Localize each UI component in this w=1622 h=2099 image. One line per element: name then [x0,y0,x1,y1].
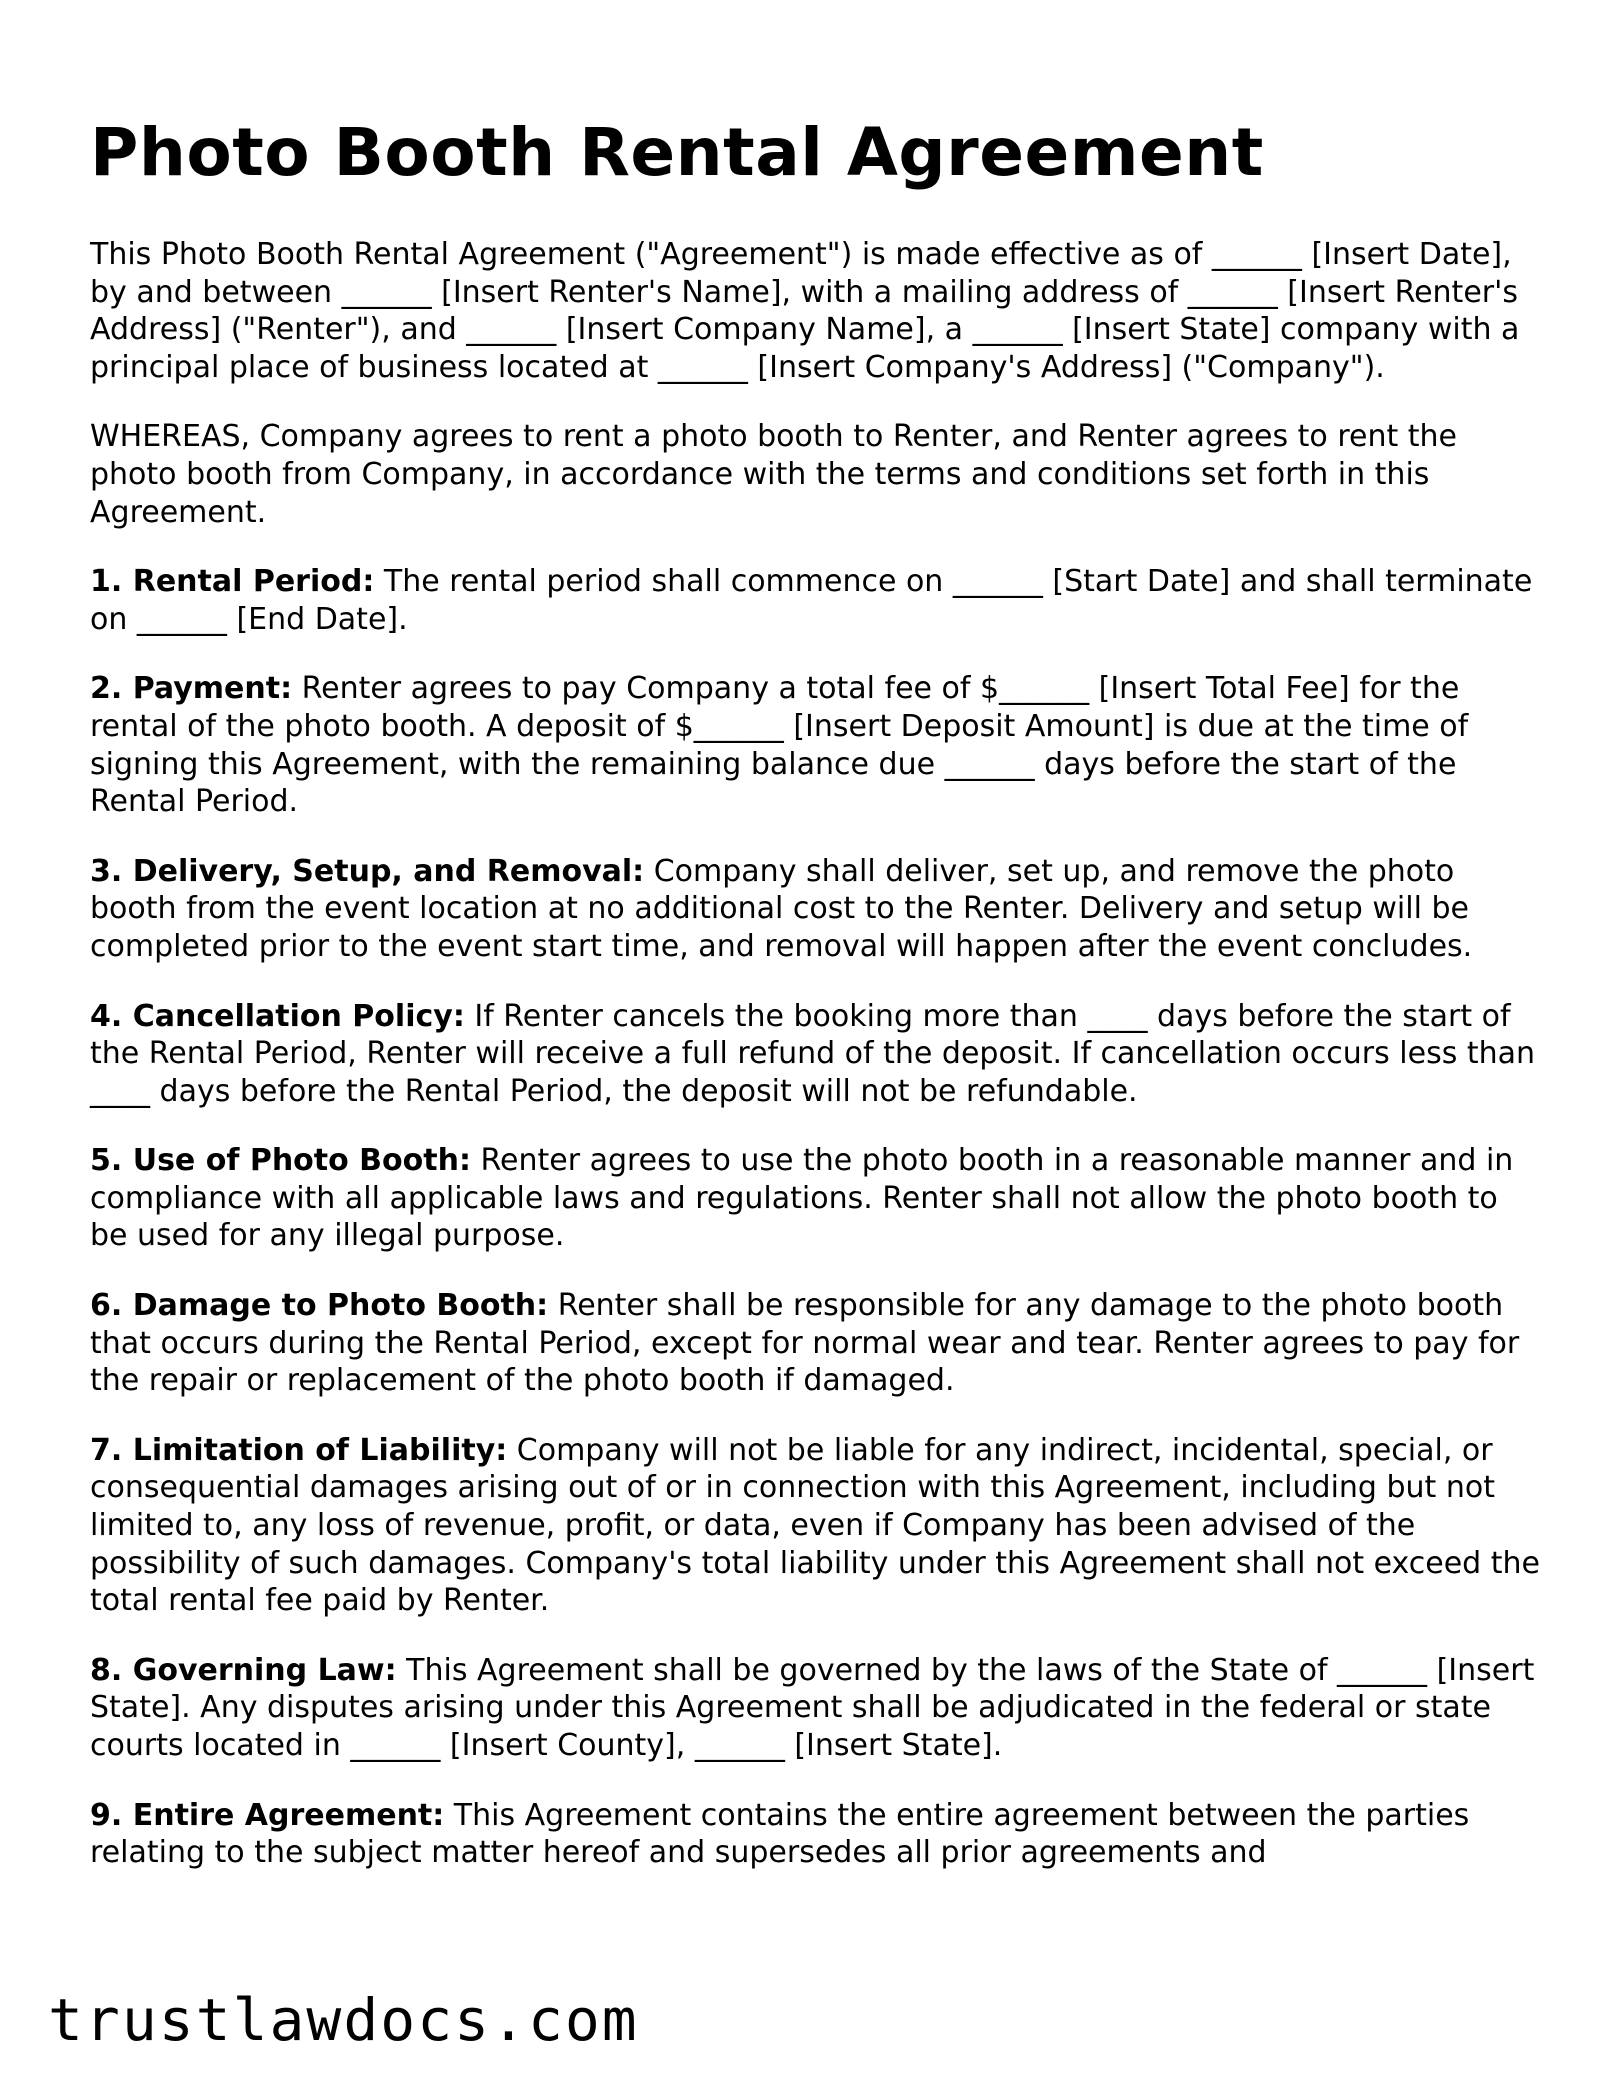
clause-heading: 3. Delivery, Setup, and Removal: [90,853,645,889]
clause-rental-period [90,563,1540,638]
clause-text: This Agreement shall be governed by the laws of the State of ______ [Insert State]. Any disputes arising under this Agreement shall be adjudicated in the federal or state courts located in ______ [Insert County], ______ [Insert State]. [90,1652,1535,1763]
clause-damage-to-photo-booth [90,1287,1540,1400]
clause-heading: 8. Governing Law: [90,1652,397,1688]
clause-payment [90,670,1540,820]
clause-cancellation-policy [90,998,1540,1111]
clause-delivery-setup-removal [90,853,1540,966]
document-title: Photo Booth Rental Agreement [90,114,1264,191]
clause-text: If Renter cancels the booking more than ____ days before the start of the Rental Period, Renter will receive a full refund of the deposit. If cancellation occurs less than ____ days before the Rental Period, the deposit will not be refundable. [90,998,1536,1109]
document-page [90,110,1540,1904]
clause-text: Company shall deliver, set up, and remove the photo booth from the event location at no additional cost to the Renter. Delivery and setup will be completed prior to the event start time, and removal will happen after the event concludes. [90,853,1473,964]
whereas-paragraph: WHEREAS, Company agrees to rent a photo booth to Renter, and Renter agrees to rent the photo booth from Company, in accordance with the terms and conditions set forth in this Agreement. [90,419,1457,530]
clause-text: The rental period shall commence on ______ [Start Date] and shall terminate on ______ [End Date]. [90,564,1533,637]
clause-use-of-photo-booth [90,1142,1540,1255]
clause-heading: 1. Rental Period: [90,564,375,600]
clause-heading: 9. Entire Agreement: [90,1797,445,1833]
clause-text: Company will not be liable for any indirect, incidental, special, or consequential damages arising out of or in connection with this Agreement, including but not limited to, any loss of revenue, profit, or data, even if Company has been advised of the possibility of such damages. Company's total liability under this Agreement shall not exceed the total rental fee paid by Renter. [90,1432,1540,1619]
clause-heading: 6. Damage to Photo Booth: [90,1288,549,1324]
clause-entire-agreement [90,1797,1540,1872]
clause-heading: 2. Payment: [90,671,293,707]
clause-text: Renter agrees to pay Company a total fee of $______ [Insert Total Fee] for the rental of the photo booth. A deposit of $______ [Insert Deposit Amount] is due at the time of signing this Agreement, with the remaining balance due ______ days before the start of the Rental Period. [90,671,1469,820]
clause-heading: 7. Limitation of Liability: [90,1432,508,1468]
intro-paragraph: This Photo Booth Rental Agreement ("Agreement") is made effective as of ______ [Insert Date], by and between ______ [Insert Renter's Name], with a mailing address of ______ [Insert Renter's Address] ("Renter"), and ______ [Insert Company Name], a ______ [Insert State] company with a principal place of business located at ______ [Insert Company's Address] ("Company"). [90,237,1520,385]
clause-text: Renter agrees to use the photo booth in a reasonable manner and in compliance with all applicable laws and regulations. Renter shall not allow the photo booth to be used for any illegal purpose. [90,1143,1514,1254]
clause-heading: 5. Use of Photo Booth: [90,1143,471,1179]
clause-text: Renter shall be responsible for any damage to the photo booth that occurs during the Rental Period, except for normal wear and tear. Renter agrees to pay for the repair or replacement of the photo booth if damaged. [90,1288,1520,1399]
clause-governing-law [90,1652,1540,1765]
clause-heading: 4. Cancellation Policy: [90,998,465,1034]
watermark-text: trustlawdocs.com [48,1986,639,2054]
clause-limitation-of-liability [90,1432,1540,1620]
clause-text: This Agreement contains the entire agreement between the parties relating to the subject matter hereof and supersedes all prior agreements and [90,1797,1470,1871]
